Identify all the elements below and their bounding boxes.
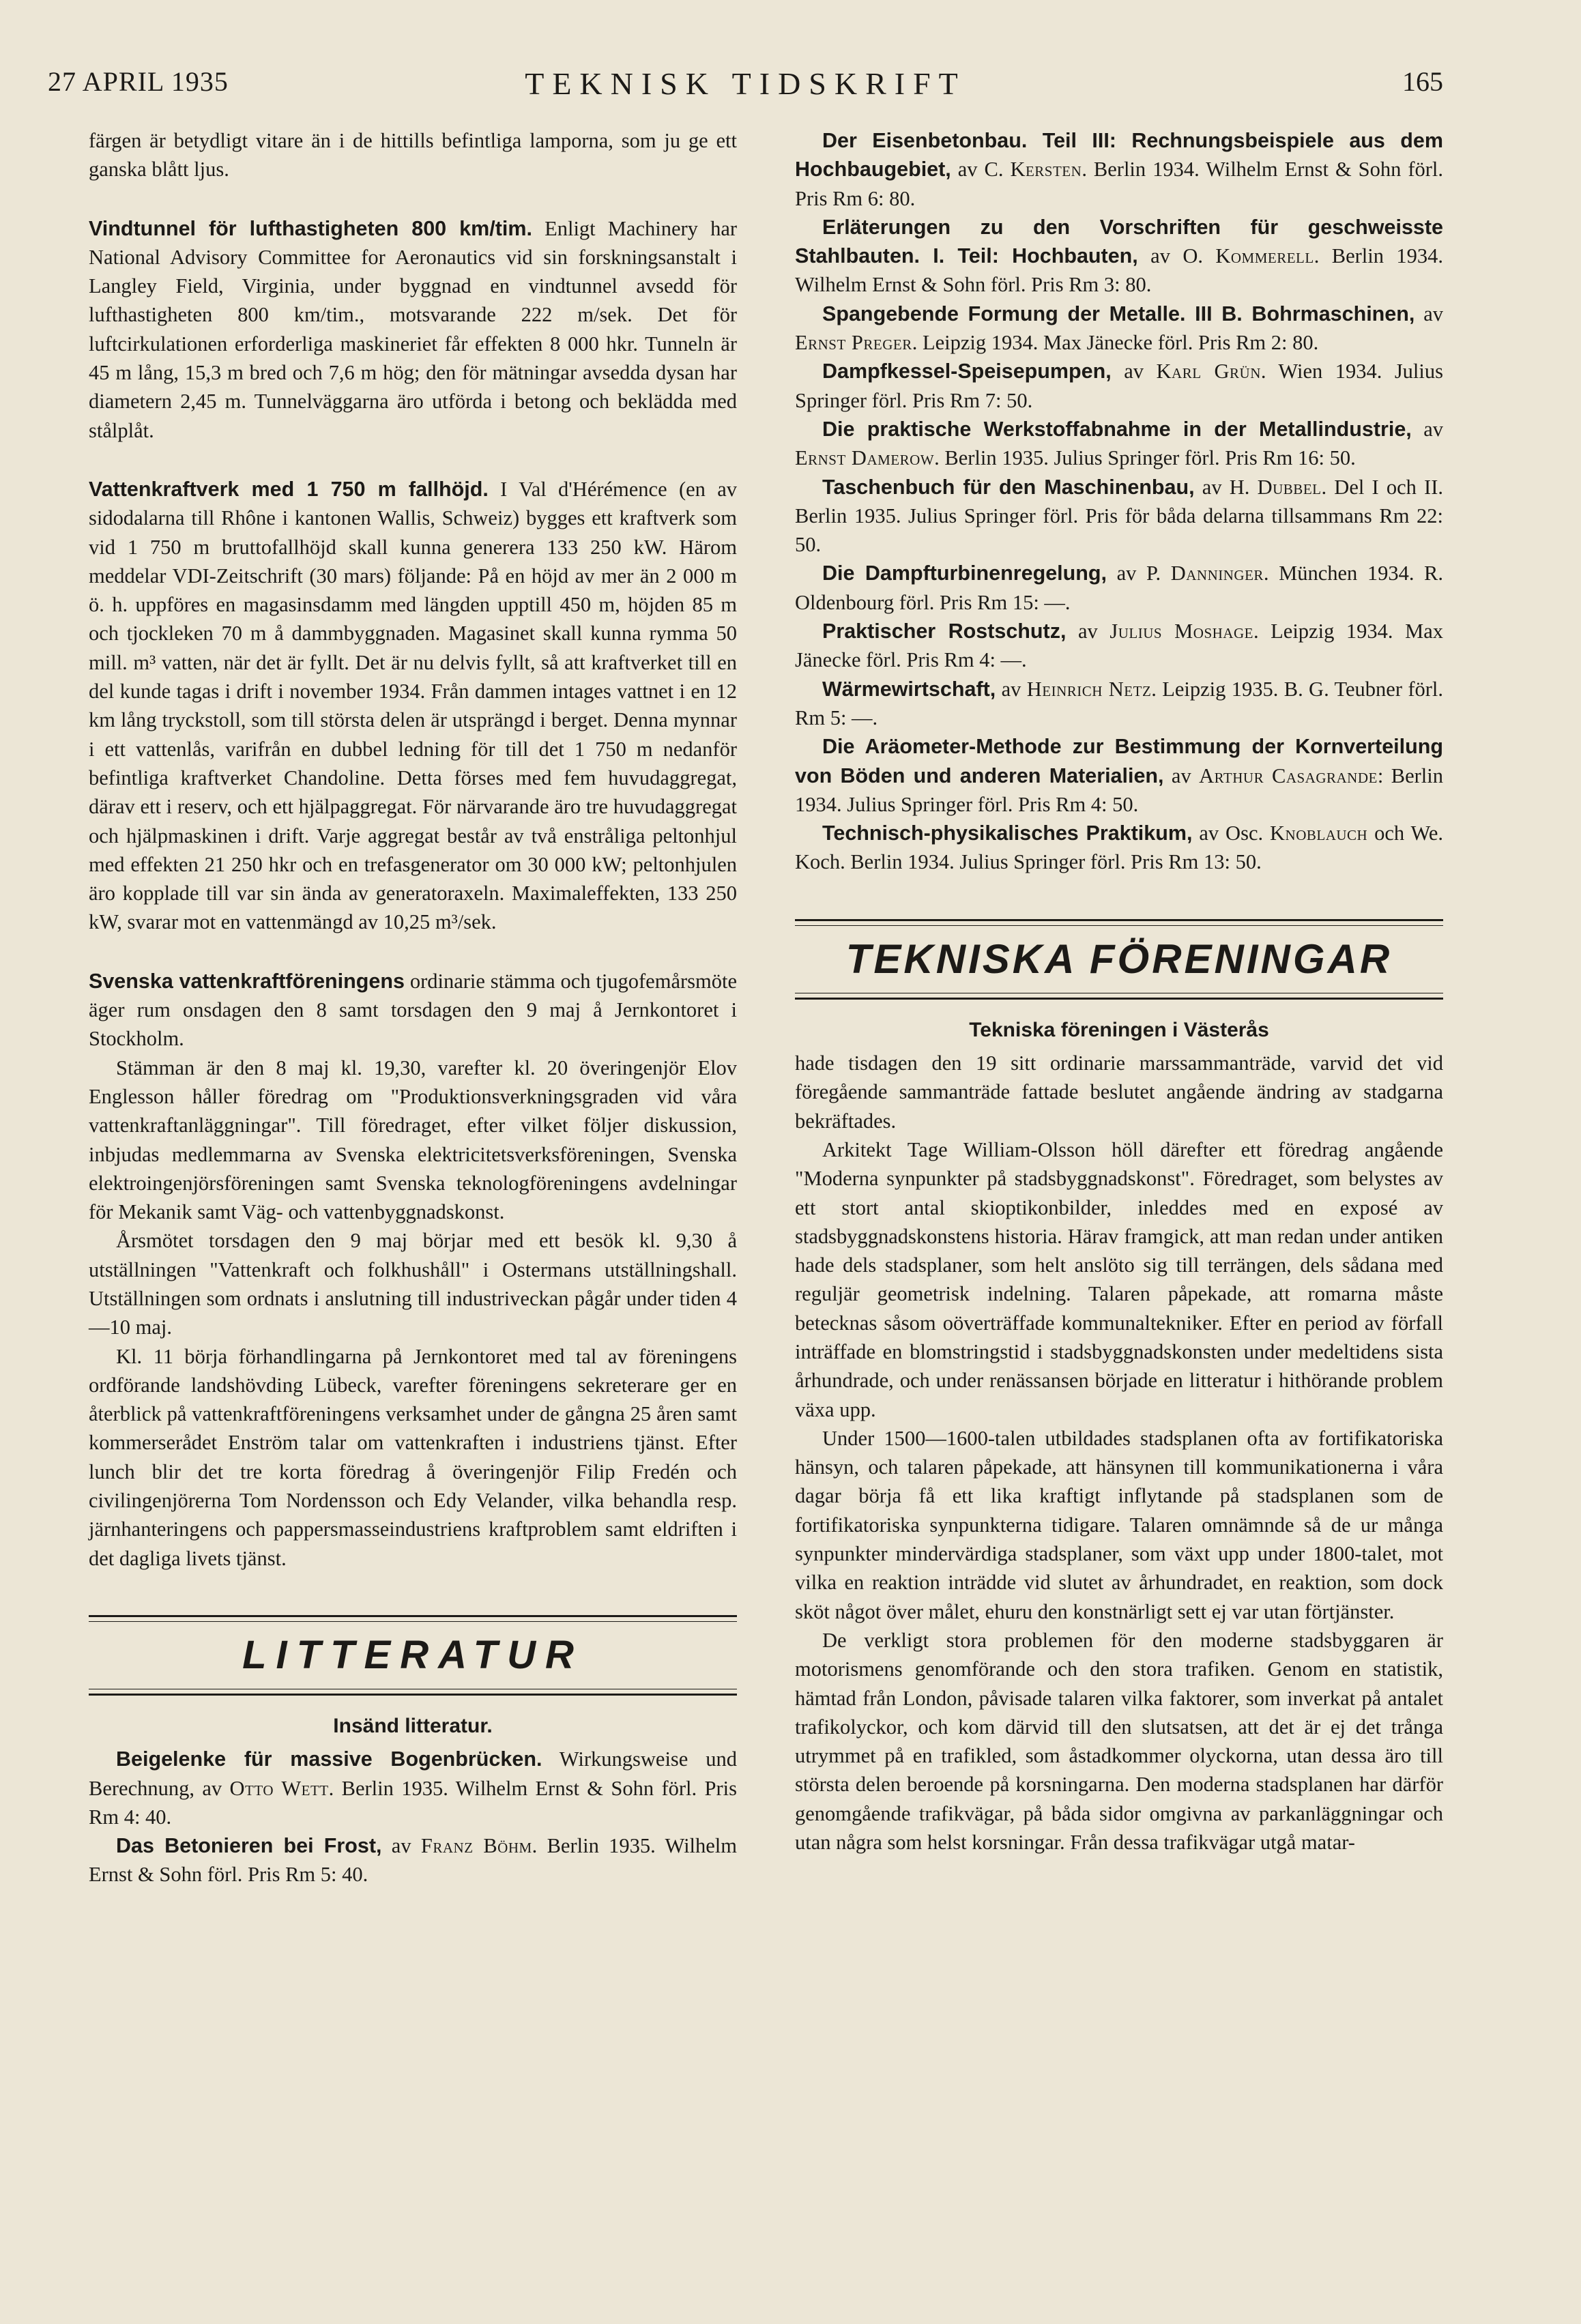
book-author: Arthur Casagrande (1199, 764, 1378, 787)
book-post: . Berlin 1934. Wilhelm Ernst & Sohn förl. Pris Rm 3: 80. (795, 244, 1443, 297)
book-author: Franz Böhm (420, 1834, 532, 1858)
book-entry (795, 357, 1443, 415)
book-post: och We. Koch. Berlin 1934. Julius Springer förl. Pris Rm 13: 50. (795, 822, 1444, 874)
book-author: Otto Wett (229, 1776, 329, 1800)
right-column (795, 126, 1443, 1857)
book-pre: av (1411, 417, 1443, 441)
book-pre: av (1415, 302, 1444, 325)
vindtunnel-text: Enligt Machinery har National Advisory Committee for Aeronautics vid sin forskningsanstalt i Langley Field, Virginia, under byggnad en vindtunnel avsedd för lufthastigheten 800 km/tim., motsvarande 222 m/sek. Det för luftcirkulationen erforderliga maskineriet får effekten 8 000 hkr. Tunneln är 45 m lång, 15,3 m bred och 7,6 m hög; den för mätningar avsedda dysan har diametern 2,45 m. Tunnelväggarna äro utförda i betong och beklädda med stålplåt. (89, 216, 738, 442)
book-entry (795, 213, 1443, 300)
book-pre: av C. (951, 158, 1011, 181)
vasteras-heading: Tekniska föreningen i Västerås (969, 1018, 1269, 1041)
book-post: . Leipzig 1934. Max Jänecke förl. Pris Rm 4: —. (795, 620, 1444, 672)
book-entry (795, 675, 1443, 733)
book-pre: av (1111, 360, 1157, 383)
left-book-list (89, 1745, 737, 1889)
vindtunnel-article (89, 214, 737, 445)
vattenkraftverk-article (89, 475, 737, 937)
svenska-paragraph-2: Stämman är den 8 maj kl. 19,30, varefter kl. 20 överingenjör Elov Englesson håller föredrag om "Produktionsverkningsgraden vid våra vattenkraftanläggningar". Till föredraget, efter vilket följer diskussion, inbjudas medlemmarna av Svenska elektricitetsverksföreningen, Svenska elektroingenjörsföreningen samt Svenska teknologföreningens avdelningar för Mekanik samt Väg- och vattenbyggnadskonst. (89, 1056, 737, 1224)
litteratur-heading-text: LITTERATUR (89, 1621, 737, 1689)
book-author: Julius Moshage (1109, 620, 1253, 643)
book-pre: av Osc. (1192, 822, 1271, 845)
book-title: Die praktische Werkstoffabnahme in der Metallindustrie, (822, 417, 1412, 441)
vattenkraftverk-text: I Val d'Hérémence (en av sidodalarna till Rhône i kantonen Wallis, Schweiz) bygges ett kraftverk som vid 1 750 m bruttofallhöjd skall kunna generera 133 250 kW. Härom meddelar VDI-Zeitschrift (30 mars) följande: På en höjd av mer än 2 000 m ö. h. uppföres en magasinsdamm med längden upptill 450 m, höjden 85 m och tjockleken 70 m å dammbyggnaden. Magasinet skall kunna rymma 50 mill. m³ vatten, när det är fyllt. Det är nu delvis fyllt, så att kraftverket till en del kunde tagas i drift i november 1934. Från dammen intages vattnet i en 12 km lång tryckstoll, som till största delen är utsprängd i berget. Denna mynnar i ett vattenlås, varifrån en dubbel ledning för till det 1 750 m nedanför befintliga kraftverket Chandoline. Detta förses med fem huvudaggregat, därav ett i reserv, och ett hjälpaggregat. För närvarande äro tre huvudaggregat och hjälpmaskinen i drift. Varje aggregat består av två enstråliga peltonhjul med effekten 21 250 hkr och en trefasgenerator om 30 000 kW; peltonhjulen äro kopplade till var sin ända av generatoraxeln. Maximaleffekten, 133 250 kW, svarar mot en vattenmängd av 10,25 m³/sek. (89, 477, 737, 934)
book-entry (795, 617, 1443, 675)
book-post: . Berlin 1935. Julius Springer förl. Pris Rm 16: 50. (934, 446, 1356, 470)
litteratur-section-heading (89, 1615, 737, 1696)
book-author: Ernst Preger (795, 331, 912, 355)
svenska-title: Svenska vattenkraftföreningens (89, 969, 405, 993)
foreningar-heading-text: TEKNISKA FÖRENINGAR (795, 925, 1443, 993)
issue-date: 27 APRIL 1935 (48, 66, 229, 97)
book-title: Dampfkessel-Speisepumpen, (822, 360, 1112, 383)
book-title: Praktischer Rostschutz, (822, 620, 1067, 643)
journal-title: TEKNISK TIDSKRIFT (525, 66, 966, 101)
book-post: . Leipzig 1934. Max Jänecke förl. Pris Rm 2: 80. (912, 331, 1319, 355)
book-pre: av O. (1137, 244, 1216, 268)
book-author: Karl Grün (1156, 360, 1261, 383)
book-pre: av (381, 1834, 421, 1858)
book-pre: Wirkungsweise und Berechnung, av (89, 1747, 737, 1800)
page-number: 165 (1402, 66, 1443, 97)
vasteras-paragraph-2: Arkitekt Tage William-Olsson höll därefter ett föredrag angående "Moderna synpunkter på stadsbyggnadskonst". Föredraget, som belystes av ett stort antal skioptikonbilder, inleddes med en exposé av stadsbyggnadskonstens historia. Härav framgick, att man redan under antiken hade dels stadsplaner, som helt anslöto sig till terrängen, dels sådana med reguljär geometrisk indelning. Talaren påpekade, att romarna måste betecknas såsom oöverträffade kommunaltekniker. Efter en period av förfall inträffade en blomstringstid i stadsbyggnadskonsten under medeltidens sista århundrade, och under renässansen började en litteratur i hithörande problem växa upp. (795, 1137, 1443, 1421)
foreningar-section-heading (795, 919, 1443, 1000)
book-post: . Del I och II. Berlin 1935. Julius Springer förl. Pris för båda delarna tillsammans Rm 22: 50. (795, 475, 1443, 557)
book-entry (89, 1831, 737, 1889)
book-post: . Berlin 1934. Wilhelm Ernst & Sohn förl. Pris Rm 6: 80. (795, 158, 1443, 210)
book-post: . Leipzig 1935. B. G. Teubner förl. Rm 5: —. (795, 677, 1443, 729)
vasteras-paragraph-3: Under 1500—1600-talen utbildades stadsplanen ofta av fortifikatoriska hänsyn, och talaren påpekade, att hänsynen till kommunikationerna i våra dagar börja få ett lika kraftigt inflytande på stadsplanen som de fortifikatoriska synpunkterna tidigare. Talaren omnämnde så de ur många synpunkter mindervärdiga stadsplaner, som växt upp under 1800-talet, mot vilka en reaktion inträdde vid slutet av århundradet, en reaktion, som dock sköt något över målet, ehuru den konstnärligt sett ej var utan förtjänster. (795, 1426, 1443, 1623)
insand-litteratur-heading: Insänd litteratur. (333, 1714, 493, 1737)
book-author: Kersten (1010, 158, 1082, 181)
book-entry (89, 1745, 737, 1831)
book-title: Das Betonieren bei Frost, (116, 1834, 382, 1858)
book-entry (795, 732, 1443, 819)
svenska-article (89, 967, 737, 1054)
book-pre: av H. (1194, 475, 1258, 499)
book-post: : Berlin 1934. Julius Springer förl. Pris Rm 4: 50. (795, 764, 1443, 816)
book-author: Knoblauch (1270, 822, 1368, 845)
book-title: Die Dampfturbinenregelung, (822, 562, 1107, 585)
book-post: . Berlin 1935. Wilhelm Ernst & Sohn förl. Pris Rm 5: 40. (89, 1834, 737, 1887)
book-title: Spangebende Formung der Metalle. III B. Bohrmaschinen, (822, 302, 1415, 325)
book-entry (795, 300, 1443, 358)
book-entry (795, 415, 1443, 473)
svenska-text: ordinarie stämma och tjugofemårsmöte äger rum onsdagen den 8 samt torsdagen den 9 maj å Jernkontoret i Stockholm. (89, 969, 737, 1051)
vattenkraftverk-title: Vattenkraftverk med 1 750 m fallhöjd. (89, 477, 489, 501)
book-post: . München 1934. R. Oldenbourg förl. Pris Rm 15: —. (795, 562, 1443, 614)
vindtunnel-title: Vindtunnel för lufthastigheten 800 km/tim. (89, 216, 532, 240)
right-book-list (795, 126, 1443, 877)
left-column (89, 126, 737, 1889)
svenska-paragraph-3: Årsmötet torsdagen den 9 maj börjar med ett besök kl. 9,30 å utställningen "Vattenkraft och folkhushåll" i Ostermans utställningshall. Utställningen som ordnats i anslutning till industriveckan pågår under tiden 4—10 maj. (89, 1229, 737, 1339)
intro-paragraph: färgen är betydligt vitare än i de hittills befintliga lamporna, som ju ge ett ganska blått ljus. (89, 129, 737, 181)
vasteras-paragraph-4: De verkligt stora problemen för den moderne stadsbyggaren är motorismens genomförande och den stora trafiken. Genom en statistik, hämtad från London, påvisade talaren vilka faktorer, som inverkat på antalet trafikolyckor, och kom därvid till den slutsatsen, att det är ej det trånga utrymmet på en trafikled, som åstadkommer olyckorna, utan dessa äro till största delen beroende på korsningarna. Den moderna stadsplanen har därför genomgående trafikvägar, på båda sidor omgivna av parkanläggningar och utan några som helst korsningar. Från dessa trafikvägar utgå matar- (795, 1628, 1443, 1855)
book-title: Der Eisenbetonbau. Teil III: Rechnungsbeispiele aus dem Hochbaugebiet, (795, 129, 1443, 181)
book-entry (795, 126, 1443, 213)
svenska-paragraph-4: Kl. 11 börja förhandlingarna på Jernkontoret med tal av föreningens ordförande landshövding Lübeck, varefter föreningens sekreterare ger en återblick på vattenkraftföreningens verksamhet under de gångna 25 åren samt kommerserådet Enström talar om vattenkraften i industriens tjänst. Efter lunch blir det tre korta föredrag å överingenjör Filip Fredén och civilingenjörerna Tom Nordensson och Edy Velander, vilka behandla resp. järnhanteringens och pappersmasseindustriens kraftproblem samt eldriften i det dagliga livets tjänst. (89, 1344, 737, 1570)
book-entry (795, 559, 1443, 617)
book-author: Dubbel (1257, 475, 1322, 499)
book-entry (795, 473, 1443, 560)
book-pre: av (1163, 764, 1200, 787)
book-title: Die Aräometer-Methode zur Bestimmung der Kornverteilung von Böden und anderen Materialien, (795, 735, 1443, 787)
book-title: Technisch-physikalisches Praktikum, (822, 822, 1193, 845)
book-post: . Berlin 1935. Wilhelm Ernst & Sohn förl. Pris Rm 4: 40. (89, 1776, 737, 1829)
page-header (48, 66, 1443, 113)
book-title: Erläterungen zu den Vorschriften für geschweisste Stahlbauten. I. Teil: Hochbauten, (795, 215, 1443, 268)
book-pre: av (1066, 620, 1110, 643)
vasteras-paragraph-1: hade tisdagen den 19 sitt ordinarie marssammanträde, varvid det vid föregående sammanträde fattade beslutet angående ändring av stadgarna bekräftades. (795, 1051, 1443, 1133)
book-post: . Wien 1934. Julius Springer förl. Pris Rm 7: 50. (795, 360, 1444, 412)
book-title: Taschenbuch für den Maschinenbau, (822, 475, 1195, 499)
book-title: Wärmewirtschaft, (822, 677, 996, 701)
book-author: Danninger (1170, 562, 1264, 585)
book-author: Kommerell (1215, 244, 1314, 268)
book-title: Beigelenke für massive Bogenbrücken. (116, 1747, 542, 1771)
book-pre: av P. (1107, 562, 1171, 585)
book-author: Heinrich Netz (1026, 677, 1152, 701)
book-author: Ernst Damerow (795, 446, 935, 470)
book-entry (795, 819, 1443, 877)
book-pre: av (996, 677, 1027, 701)
